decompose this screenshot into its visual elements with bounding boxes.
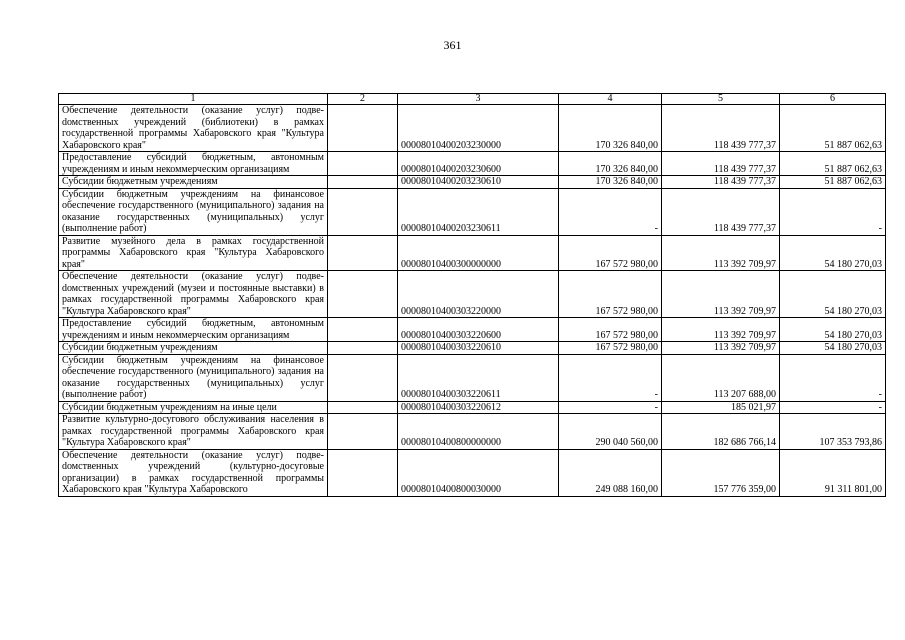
row-code-cell: 00008010400303220000 — [398, 271, 559, 318]
row-col2-cell — [328, 176, 398, 189]
row-value-5-cell: 182 686 766,14 — [662, 414, 780, 450]
table-row — [59, 401, 886, 414]
table-row — [59, 188, 886, 235]
column-header-5: 5 — [662, 94, 780, 105]
table-row — [59, 235, 886, 271]
row-value-4-cell: 167 572 980,00 — [559, 271, 662, 318]
table-row — [59, 354, 886, 401]
row-code-cell: 00008010400203230611 — [398, 188, 559, 235]
row-col2-cell — [328, 414, 398, 450]
table-row — [59, 105, 886, 152]
row-value-5-cell: 118 439 777,37 — [662, 152, 780, 176]
row-name-cell: Обеспечение деятельности (оказание услуг) подвеdомственных учреждений (музеи и постоянные выставки) в рамках государственной программы Хабаровского края "Культура Хабаровского края" — [59, 271, 328, 318]
row-value-6-cell: 54 180 270,03 — [780, 342, 886, 355]
table-row — [59, 342, 886, 355]
row-value-6-cell: - — [780, 188, 886, 235]
column-header-4: 4 — [559, 94, 662, 105]
row-name-cell: Развитие музейного дела в рамках государственной программы Хабаровского края "Культура Хабаровского края" — [59, 235, 328, 271]
row-col2-cell — [328, 235, 398, 271]
row-name-cell: Субсидии бюджетным учреждениям — [59, 176, 328, 189]
table-row — [59, 449, 886, 496]
row-code-cell: 00008010400800000000 — [398, 414, 559, 450]
table-header — [59, 94, 886, 105]
row-value-4-cell: 167 572 980,00 — [559, 318, 662, 342]
header-row — [59, 94, 886, 105]
row-value-5-cell: 118 439 777,37 — [662, 105, 780, 152]
row-value-5-cell: 118 439 777,37 — [662, 188, 780, 235]
row-value-6-cell: - — [780, 354, 886, 401]
row-code-cell: 00008010400303220610 — [398, 342, 559, 355]
row-value-5-cell: 113 207 688,00 — [662, 354, 780, 401]
row-code-cell: 00008010400203230610 — [398, 176, 559, 189]
row-value-6-cell: 107 353 793,86 — [780, 414, 886, 450]
row-value-6-cell: 51 887 062,63 — [780, 105, 886, 152]
row-value-5-cell: 113 392 709,97 — [662, 318, 780, 342]
row-col2-cell — [328, 449, 398, 496]
row-col2-cell — [328, 342, 398, 355]
row-value-4-cell: 170 326 840,00 — [559, 176, 662, 189]
table-row — [59, 176, 886, 189]
row-col2-cell — [328, 152, 398, 176]
row-code-cell: 00008010400303220611 — [398, 354, 559, 401]
row-col2-cell — [328, 105, 398, 152]
row-value-6-cell: 54 180 270,03 — [780, 271, 886, 318]
column-header-2: 2 — [328, 94, 398, 105]
budget-table — [58, 93, 886, 497]
row-name-cell: Предоставление субсидий бюджетным, автономным учреждениям и иным некоммерческим организациям — [59, 318, 328, 342]
table-row — [59, 152, 886, 176]
row-col2-cell — [328, 188, 398, 235]
row-value-6-cell: 51 887 062,63 — [780, 152, 886, 176]
row-value-4-cell: 170 326 840,00 — [559, 105, 662, 152]
row-code-cell: 00008010400303220600 — [398, 318, 559, 342]
table-row — [59, 414, 886, 450]
row-col2-cell — [328, 354, 398, 401]
row-name-cell: Обеспечение деятельности (оказание услуг) подвеdомственных учреждений (культурно-досуговые организации) в рамках государственной программы Хабаровского края "Культура Хабаровского — [59, 449, 328, 496]
row-value-6-cell: 91 311 801,00 — [780, 449, 886, 496]
row-code-cell: 00008010400203230600 — [398, 152, 559, 176]
row-value-4-cell: - — [559, 354, 662, 401]
page-number: 361 — [443, 38, 462, 52]
row-value-4-cell: 249 088 160,00 — [559, 449, 662, 496]
row-value-4-cell: 170 326 840,00 — [559, 152, 662, 176]
row-value-6-cell: - — [780, 401, 886, 414]
table-row — [59, 318, 886, 342]
row-value-6-cell: 54 180 270,03 — [780, 235, 886, 271]
row-value-5-cell: 157 776 359,00 — [662, 449, 780, 496]
row-value-5-cell: 185 021,97 — [662, 401, 780, 414]
row-value-4-cell: - — [559, 188, 662, 235]
row-name-cell: Субсидии бюджетным учреждениям — [59, 342, 328, 355]
row-name-cell: Субсидии бюджетным учреждениям на иные цели — [59, 401, 328, 414]
row-code-cell: 00008010400203230000 — [398, 105, 559, 152]
column-header-6: 6 — [780, 94, 886, 105]
table-body — [59, 105, 886, 497]
row-value-4-cell: 290 040 560,00 — [559, 414, 662, 450]
row-value-4-cell: - — [559, 401, 662, 414]
row-col2-cell — [328, 271, 398, 318]
row-code-cell: 00008010400300000000 — [398, 235, 559, 271]
row-value-5-cell: 118 439 777,37 — [662, 176, 780, 189]
column-header-1: 1 — [59, 94, 328, 105]
row-col2-cell — [328, 401, 398, 414]
column-header-3: 3 — [398, 94, 559, 105]
row-name-cell: Субсидии бюджетным учреждениям на финансовое обеспечение государственного (муниципального) задания на оказание государственных (муниципальных) услуг (выполнение работ) — [59, 354, 328, 401]
row-value-5-cell: 113 392 709,97 — [662, 235, 780, 271]
row-name-cell: Обеспечение деятельности (оказание услуг) подвеdомственных учреждений (библиотеки) в рамках государственной программы Хабаровского края "Культура Хабаровского края" — [59, 105, 328, 152]
row-value-4-cell: 167 572 980,00 — [559, 342, 662, 355]
table-row — [59, 271, 886, 318]
row-value-4-cell: 167 572 980,00 — [559, 235, 662, 271]
row-code-cell: 00008010400800030000 — [398, 449, 559, 496]
row-value-5-cell: 113 392 709,97 — [662, 271, 780, 318]
row-name-cell: Субсидии бюджетным учреждениям на финансовое обеспечение государственного (муниципального) задания на оказание государственных (муниципальных) услуг (выполнение работ) — [59, 188, 328, 235]
row-code-cell: 00008010400303220612 — [398, 401, 559, 414]
row-name-cell: Развитие культурно-досугового обслуживания населения в рамках государственной программы Хабаровского края "Культура Хабаровского края" — [59, 414, 328, 450]
row-value-6-cell: 51 887 062,63 — [780, 176, 886, 189]
row-value-5-cell: 113 392 709,97 — [662, 342, 780, 355]
row-col2-cell — [328, 318, 398, 342]
row-name-cell: Предоставление субсидий бюджетным, автономным учреждениям и иным некоммерческим организациям — [59, 152, 328, 176]
row-value-6-cell: 54 180 270,03 — [780, 318, 886, 342]
